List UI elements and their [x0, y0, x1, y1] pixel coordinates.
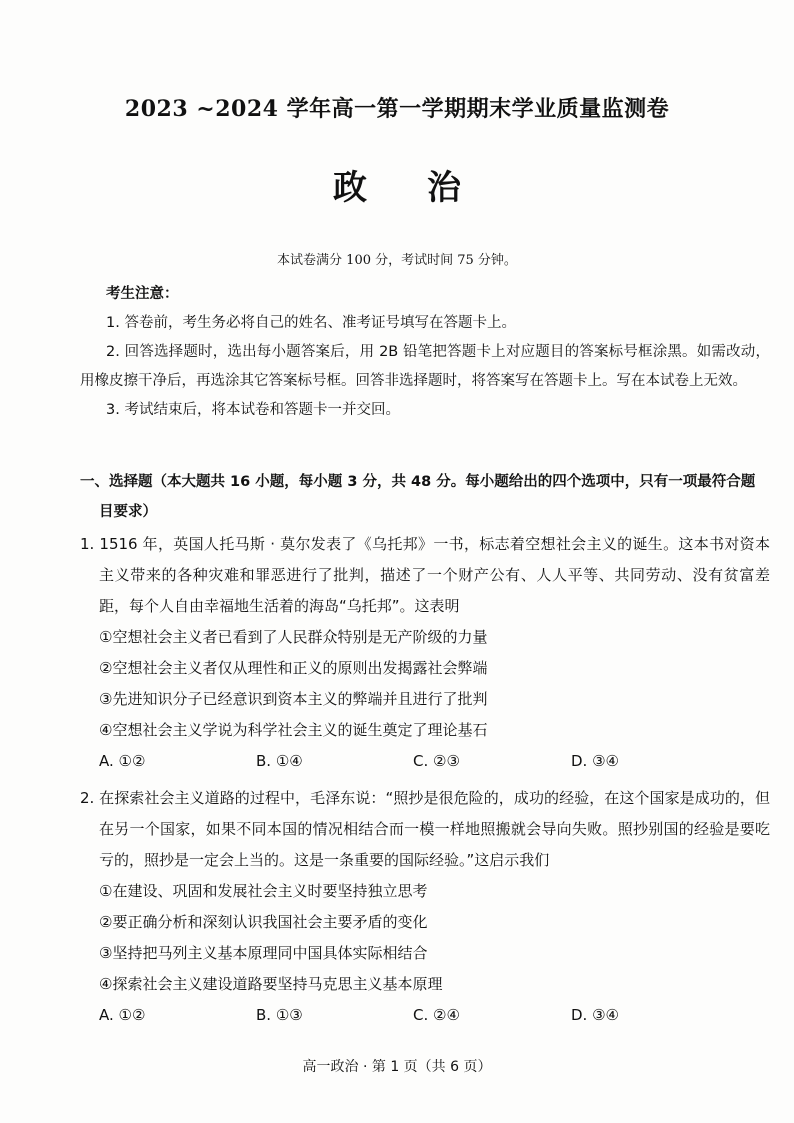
question-2 [80, 783, 770, 1031]
section-heading-line-2: 目要求） [99, 504, 157, 520]
section-heading [80, 467, 770, 527]
statement-1: ①空想社会主义者已看到了人民群众特别是无产阶级的力量 [99, 628, 488, 646]
subject-title: 政治 [333, 168, 521, 208]
question-stem: 1. 1516 年，英国人托马斯 · 莫尔发表了《乌托邦》一书，标志着空想社会主义的诞生。这本书对资本主义带来的各种灾难和罪恶进行了批判，描述了一个财产公有、人人平等、共同劳动、没有贫富差距，每个人自由幸福地生活着的海岛“乌托邦”。这表明 [80, 535, 770, 615]
option-b: B. ①③ [256, 1006, 303, 1024]
option-c: C. ②③ [413, 752, 460, 770]
notice-item-3: 3. 考试结束后，将本试卷和答题卡一并交回。 [106, 402, 400, 418]
page-footer: 高一政治 · 第 1 页（共 6 页） [302, 1059, 492, 1075]
section-heading-line-1: 一、选择题（本大题共 16 小题，每小题 3 分，共 48 分。每小题给出的四个选项中，只有一项最符合题 [80, 474, 756, 490]
notice-item-1: 1. 答卷前，考生务必将自己的姓名、准考证号填写在答题卡上。 [106, 315, 516, 331]
option-a: A. ①② [99, 1006, 146, 1024]
option-c: C. ②④ [413, 1006, 460, 1024]
notice-block [80, 280, 770, 425]
statement-4: ④探索社会主义建设道路要坚持马克思主义基本原理 [99, 975, 443, 993]
statement-3: ③先进知识分子已经意识到资本主义的弊端并且进行了批判 [99, 690, 488, 708]
statement-3: ③坚持把马列主义基本原理同中国具体实际相结合 [99, 944, 428, 962]
answer-options [80, 1000, 770, 1031]
exam-title: 2023 ~2024 学年高一第一学期期末学业质量监测卷 [124, 96, 670, 122]
option-a: A. ①② [99, 752, 146, 770]
exam-info: 本试卷满分 100 分，考试时间 75 分钟。 [277, 253, 517, 268]
notice-heading: 考生注意： [106, 286, 179, 302]
statement-1: ①在建设、巩固和发展社会主义时要坚持独立思考 [99, 882, 428, 900]
statement-2: ②空想社会主义者仅从理性和正义的原则出发揭露社会弊端 [99, 659, 488, 677]
option-d: D. ③④ [571, 752, 619, 770]
statement-2: ②要正确分析和深刻认识我国社会主要矛盾的变化 [99, 913, 428, 931]
answer-options [80, 746, 770, 777]
statement-4: ④空想社会主义学说为科学社会主义的诞生奠定了理论基石 [99, 721, 488, 739]
option-d: D. ③④ [571, 1006, 619, 1024]
notice-item-2: 2. 回答选择题时，选出每小题答案后，用 2B 铅笔把答题卡上对应题目的答案标号框涂黑。如需改动，用橡皮擦干净后，再选涂其它答案标号框。回答非选择题时，将答案写在答题卡上。写在本试卷上无效。 [80, 344, 770, 389]
question-1 [80, 529, 770, 777]
option-b: B. ①④ [256, 752, 303, 770]
question-stem: 2. 在探索社会主义道路的过程中，毛泽东说：“照抄是很危险的，成功的经验，在这个国家是成功的，但在另一个国家，如果不同本国的情况相结合而一模一样地照搬就会导向失败。照抄别国的经验是要吃亏的，照抄是一定会上当的。这是一条重要的国际经验。”这启示我们 [80, 789, 770, 869]
